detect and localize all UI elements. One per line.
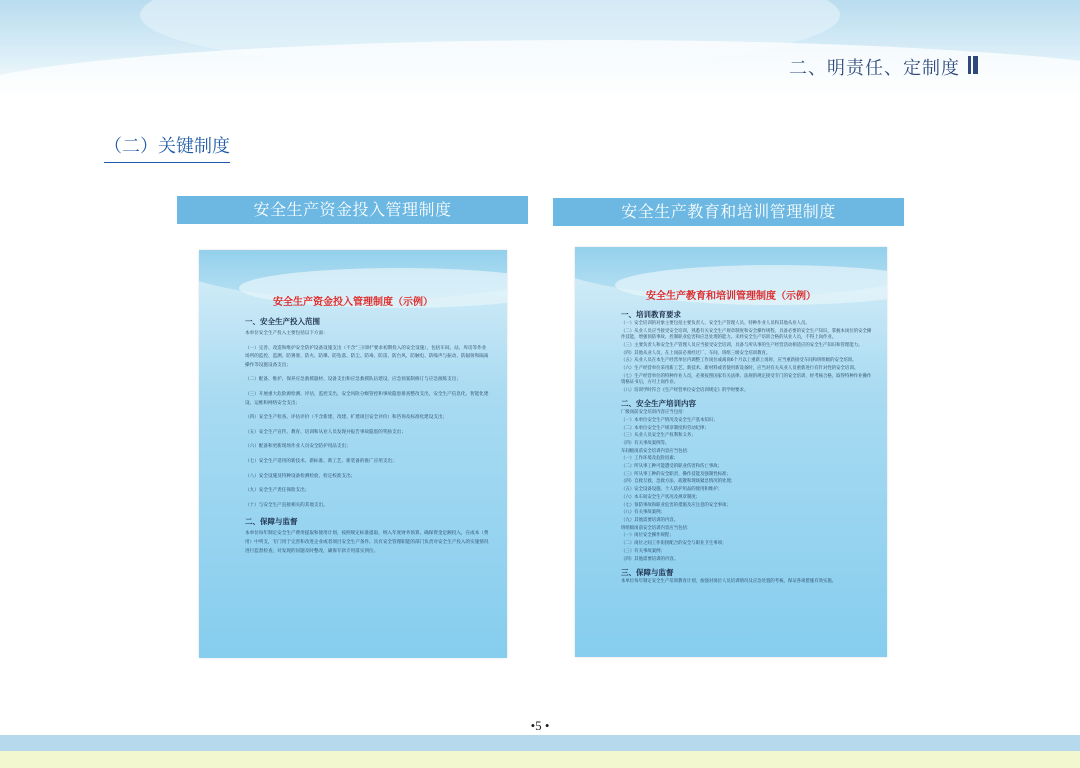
doc-paragraph: （九）其他需要培训的内容。 <box>621 517 679 523</box>
doc-paragraph: （四）安全生产检查、评估评价（不含新建、改建、扩建项目安全评价）和咨询及标准化建设支出； <box>245 415 448 421</box>
page-number: •5 • <box>530 718 550 733</box>
doc-paragraph: 车间级岗前安全培训内容应当包括： <box>621 448 692 454</box>
doc-paragraph: （二）配备、维护、保养应急救援器材、设备支出和应急救援队伍建设、应急预案制修订与应急演练支出； <box>245 377 461 383</box>
subheading: （二）关键制度 <box>104 132 230 163</box>
doc-paragraph: （二）岗位之间工作衔接配合的安全与职业卫生事项； <box>621 541 727 547</box>
doc-paragraph: （四）其他从业人员，在上岗前必须经过厂、车间、班组三级安全培训教育。 <box>621 350 771 356</box>
doc-paragraph: （六）配备和更新现场作业人员安全防护用品支出； <box>245 444 351 450</box>
doc-paragraph: （一）岗位安全操作规程； <box>621 533 674 539</box>
doc-paragraph: （三）从业人员安全生产权利和义务； <box>621 433 696 439</box>
doc-paragraph: （三）所从事工种的安全职责、操作技能及强制性标准； <box>621 471 731 477</box>
doc-heading: 一、培训教育要求 <box>621 310 681 319</box>
panel-label-left: 安全生产资金投入管理制度 <box>177 196 528 224</box>
doc-heading: 二、安全生产培训内容 <box>621 399 696 409</box>
doc-paragraph: （一）本单位安全生产情况及安全生产基本知识； <box>621 417 718 423</box>
doc-paragraph: （一）安全培训的对象主要包括主要负责人、安全生产管理人员、特种作业人员和其他从业人员。 <box>621 321 810 326</box>
doc-paragraph: （三）开展重大危险源检测、评估、监控支出，安全风险分级管控和事故隐患排查整改支出，安全生产信息化、智能化建设、运维和网络安全支出； <box>245 391 489 406</box>
doc-paragraph: （七）安全生产适用的新技术、新标准、新工艺、新装备的推广应用支出； <box>245 458 397 464</box>
footer-bands <box>0 735 1080 768</box>
doc-paragraph: 厂级岗前安全培训内容应当包括： <box>621 410 687 416</box>
doc-paragraph: （一）完善、改造和维护安全防护设备设施支出（不含“三同时”要求初期投入的安全设施），包括车间、站、库房等作业场所的监控、监测、防署暑、防火、防爆、防坠落、防尘、防毒、防雷、防台风、防触电、防噪声与振动、防辐射和隔离操作等设施设备支出； <box>245 345 489 368</box>
doc-paragraph: （二）所从事工种可能遭受的职业伤害和伤亡事故； <box>621 464 722 470</box>
doc-body <box>621 305 873 587</box>
doc-paragraph: 本单位每年制定安全生产费用提取和使用计划，按照规定标准提取，纳入年度财务预算，确保资金足额投入，在成本（费用）中列支，专门用于完善和改进企业或者项目安全生产条件。具有安全管理职能的部门负责对安全生产投入的实施情况进行监督检查，对发现的问题及时整改，确保专款专用落实到位。 <box>245 531 489 554</box>
doc-title: 安全生产教育和培训管理制度（示例） <box>646 291 816 302</box>
section-bar-icon <box>968 56 978 74</box>
doc-paragraph: （五）从业人员在本生产经营单位内调整工作岗位或离岗6个月以上重新上岗时，应当重新接受车间和班组级的安全培训。 <box>621 358 857 364</box>
doc-heading: 一、安全生产投入范围 <box>245 317 320 326</box>
doc-paragraph: （八）安全设施及特种设备检测检验、检定校准支出； <box>245 473 356 479</box>
doc-heading: 三、保障与监督 <box>621 567 674 577</box>
doc-paragraph: （二）从业人员应当接受安全培训，熟悉有关安全生产规章制度和安全操作规程，具备必要的安全生产知识，掌握本岗位的安全操作技能，增强预防事故、控制职业危害和应急处理的能力。未经安全生产培训合格的从业人员，不得上岗作业。 <box>621 328 872 341</box>
doc-paragraph: （三）有关事故案例； <box>621 548 665 554</box>
doc-paragraph: （三）主要负责人和安全生产管理人员应当接受安全培训，具备与所从事的生产经营活动相适应的安全生产知识和管理能力。 <box>621 342 863 348</box>
doc-paragraph: （八）有关事故案例； <box>621 510 665 516</box>
doc-paragraph: （四）自救互救、急救方法、疏散和现场紧急情况的处理； <box>621 479 736 485</box>
doc-paragraph: （四）有关事故案例等。 <box>621 440 670 446</box>
doc-paragraph: （四）其他需要培训的内容。 <box>621 556 679 562</box>
doc-paragraph: （十）与安全生产直接相关的其他支出。 <box>245 502 328 508</box>
document-thumbnail-left <box>199 250 507 658</box>
doc-paragraph: （一）工作环境及危险因素； <box>621 456 679 462</box>
doc-paragraph: 本单位每年制定安全生产培训教育计划，加强对岗位人员培训情况及应急处置的考核，保证各项措施有效实施。 <box>621 578 837 584</box>
doc-paragraph: （六）本车间安全生产状况及规章制度； <box>621 494 701 500</box>
doc-title: 安全生产资金投入管理制度（示例） <box>273 297 433 308</box>
doc-paragraph: （七）生产经营单位的特种作业人员，必须按照国家有关法律、法规的规定接受专门的安全培训，经考核合格，取得特种作业操作资格证书后，方可上岗作业。 <box>621 373 872 386</box>
doc-paragraph: （五）安全生产宣传、教育、培训和从业人员发现并报告事故隐患的奖励支出； <box>245 429 406 435</box>
footer-band-blue <box>0 735 1080 751</box>
doc-paragraph: （八）培训学时符合《生产经营单位安全培训规定》的学时要求。 <box>621 387 749 393</box>
doc-paragraph: （七）预防事故和职业危害的措施及应注意的安全事项； <box>621 502 731 508</box>
doc-paragraph: 班组级岗前安全培训内容应当包括： <box>621 525 692 531</box>
document-thumbnail-right <box>575 247 887 657</box>
doc-paragraph: （九）安全生产责任保险支出； <box>245 488 310 494</box>
footer-band-yellow <box>0 751 1080 768</box>
section-title: 二、明责任、定制度 <box>789 58 960 79</box>
doc-heading: 二、保障与监督 <box>245 517 298 527</box>
doc-paragraph: （六）生产经营单位采用新工艺、新技术、新材料或者使用新设备时，应当对有关从业人员重新进行有针对性的安全培训。 <box>621 365 859 371</box>
doc-paragraph: （二）本单位安全生产规章制度和劳动纪律； <box>621 425 709 431</box>
doc-paragraph: 本单位安全生产投入主要包括以下方面： <box>245 331 328 336</box>
panel-label-right: 安全生产教育和培训管理制度 <box>553 198 904 226</box>
doc-paragraph: （五）安全设备设施、个人防护用品的使用和维护； <box>621 487 722 493</box>
header-band <box>0 0 1080 100</box>
doc-body <box>245 314 489 562</box>
